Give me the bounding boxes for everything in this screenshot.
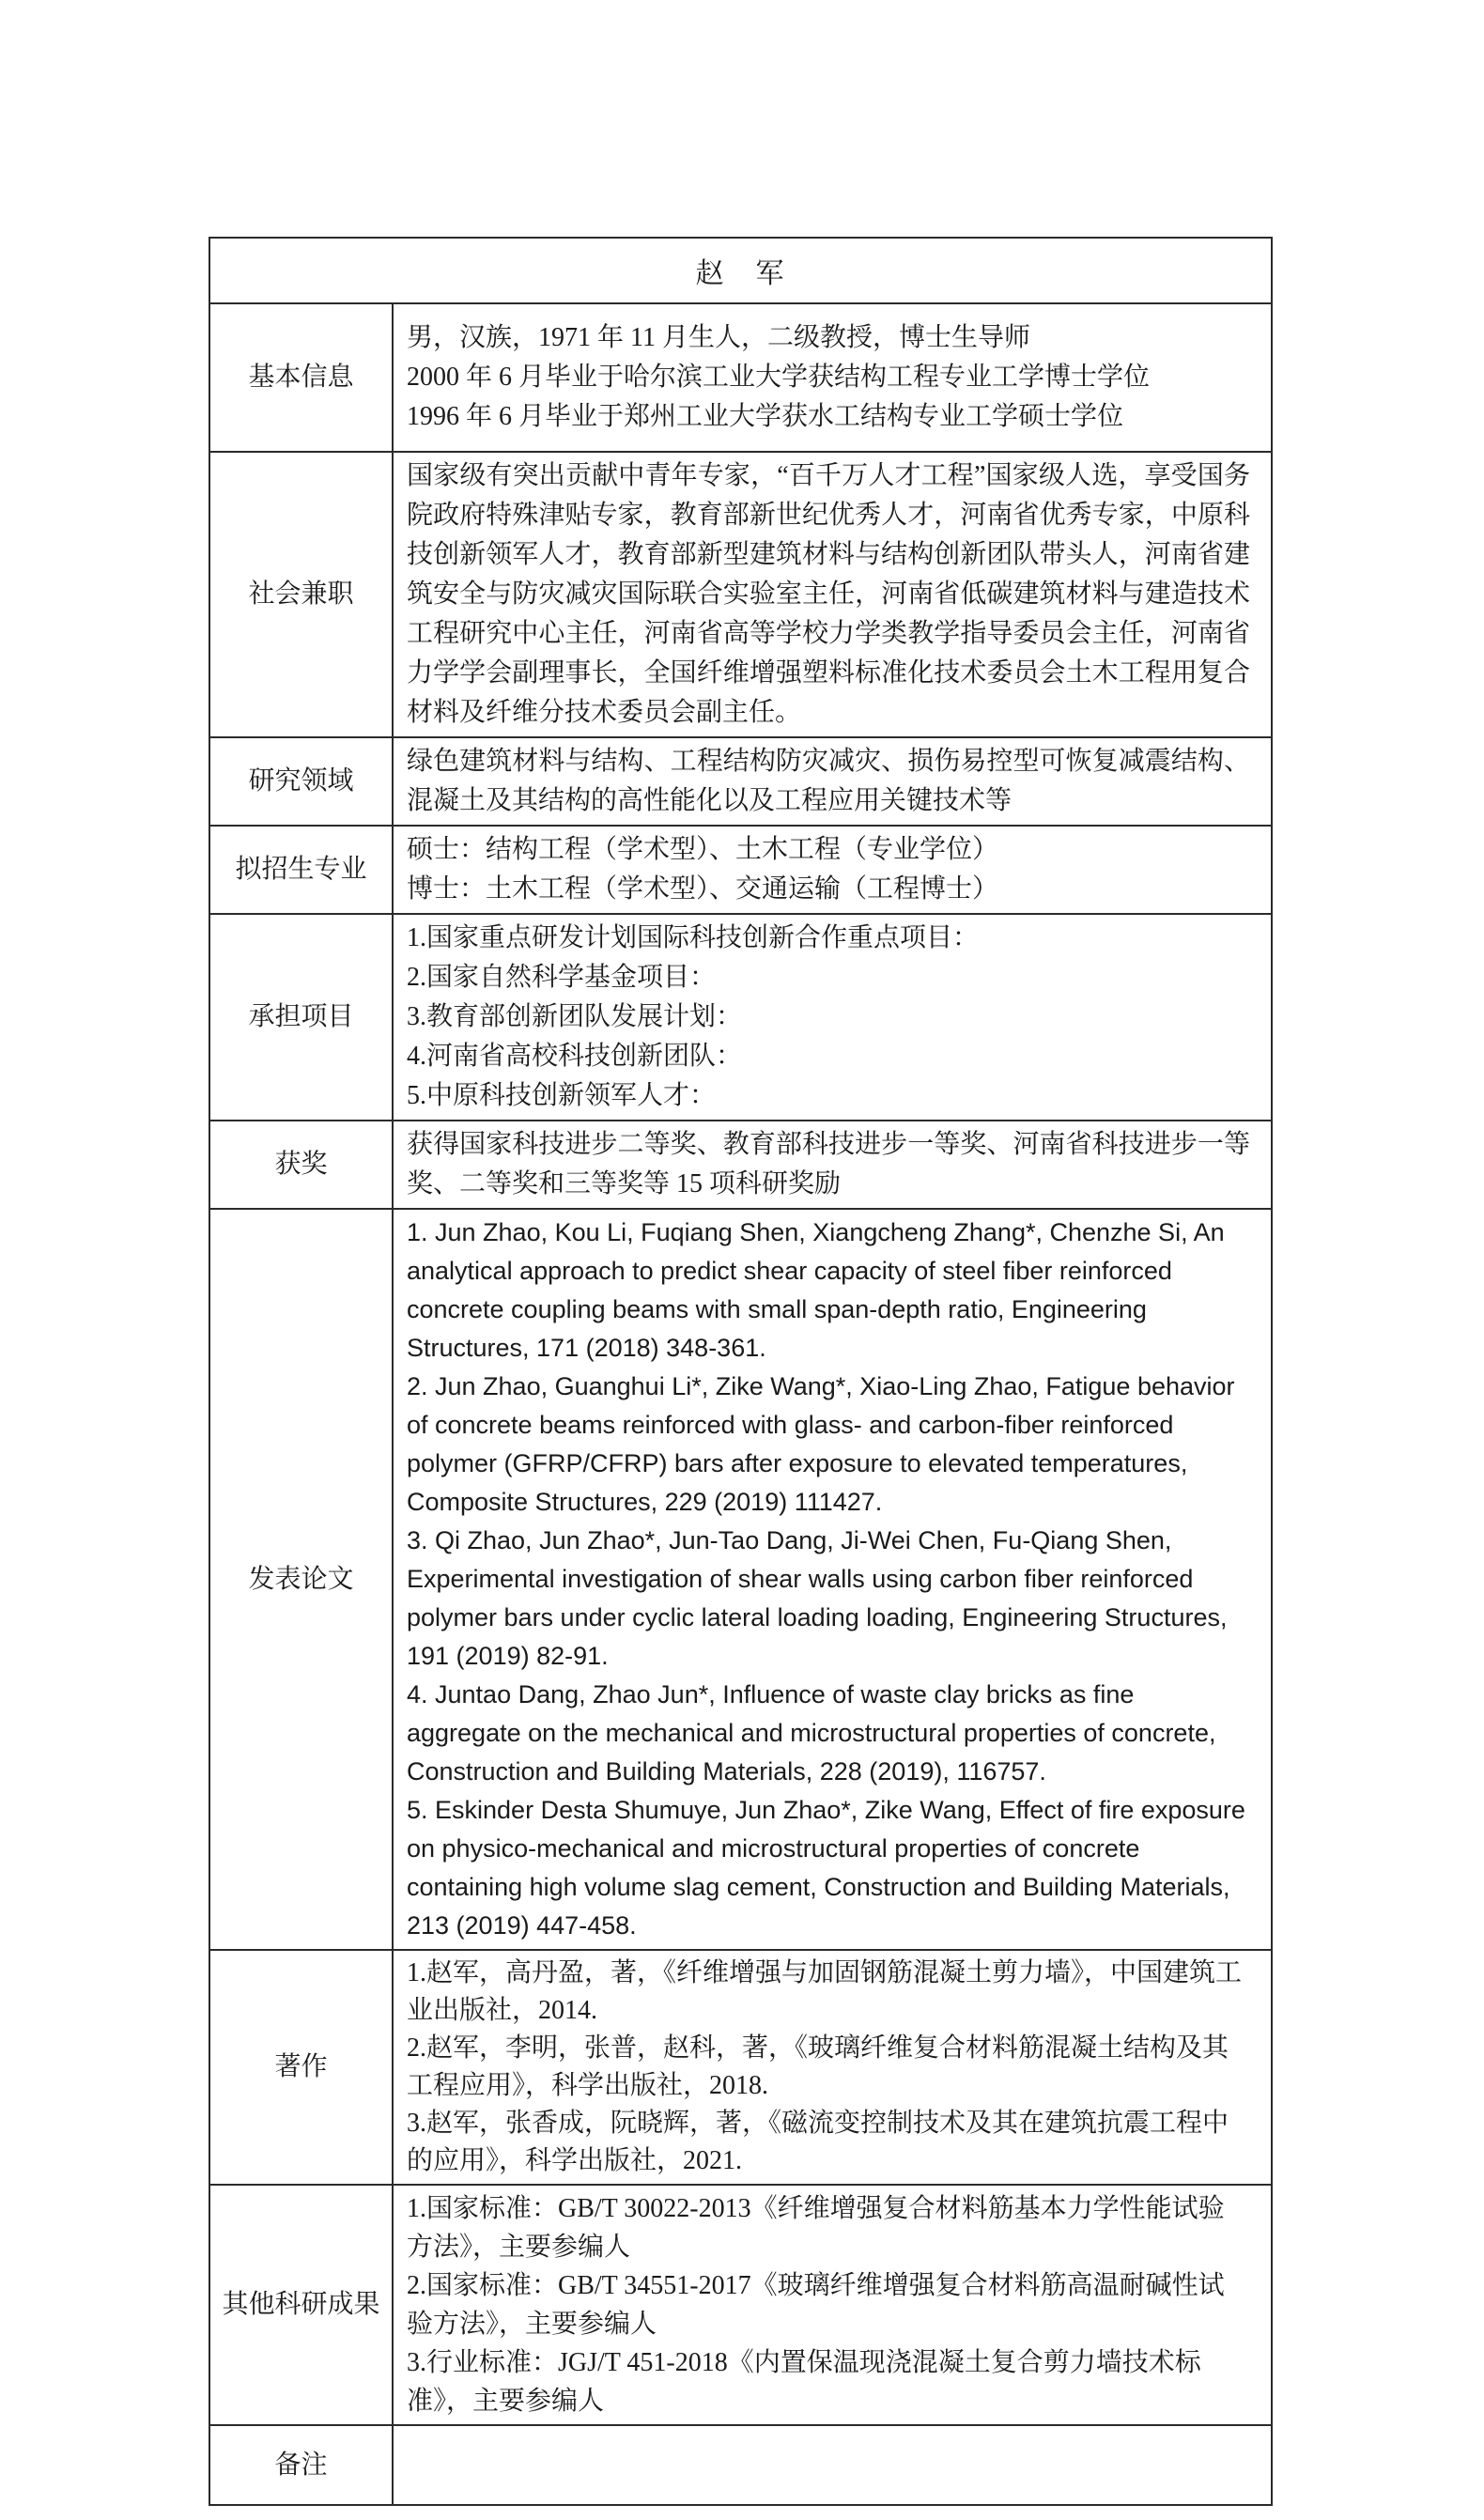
text-line: 博士：土木工程（学术型）、交通运输（工程博士）: [407, 874, 999, 904]
row-label-books: 著作: [209, 1950, 393, 2185]
basic-info-content: [393, 303, 1272, 452]
text-line: 硕士：结构工程（学术型）、土木工程（专业学位）: [407, 835, 999, 864]
remarks-content: [393, 2425, 1272, 2505]
paragraph: 获得国家科技进步二等奖、教育部科技进步一等奖、河南省科技进步一等奖、二等奖和三等奖等 15 项科研奖励: [407, 1130, 1250, 1198]
table-row-social-positions: [209, 452, 1272, 737]
faculty-profile-table: [209, 237, 1273, 2506]
table-row-books: [209, 1950, 1272, 2185]
row-label-remarks: 备注: [209, 2425, 393, 2505]
book-item: 2.赵军，李明，张普，赵科，著，《玻璃纤维复合材料筋混凝土结构及其工程应用》，科学出版社，2018.: [407, 2033, 1229, 2100]
standard-item: 2.国家标准：GB/T 34551-2017《玻璃纤维增强复合材料筋高温耐碱性试验方法》，主要参编人: [407, 2271, 1225, 2339]
standard-item: 3.行业标准：JGJ/T 451-2018《内置保温现浇混凝土复合剪力墙技术标准》，主要参编人: [407, 2348, 1201, 2416]
page-title: 赵 军: [209, 238, 1272, 303]
list-item: 2.国家自然科学基金项目：: [407, 963, 717, 992]
list-item: 4.河南省高校科技创新团队：: [407, 1042, 743, 1071]
publication-item: 2. Jun Zhao, Guanghui Li*, Zike Wang*, Xiao-Ling Zhao, Fatigue behavior of concrete beams reinforced with glass- and carbon-fiber reinforced polymer (GFRP/CFRP) bars after exposure to elevated temperatures, Composite Structures, 229 (2019) 111427.: [407, 1372, 1235, 1516]
table-row-other-achievements: [209, 2185, 1272, 2425]
table-row-remarks: [209, 2425, 1272, 2505]
row-label-basic-info: 基本信息: [209, 303, 393, 452]
publication-item: 4. Juntao Dang, Zhao Jun*, Influence of waste clay bricks as fine aggregate on the mechanical and microstructural properties of concrete, Construction and Building Materials, 228 (2019), 116757.: [407, 1680, 1216, 1786]
table-row-research-areas: [209, 737, 1272, 826]
publication-item: 3. Qi Zhao, Jun Zhao*, Jun-Tao Dang, Ji-Wei Chen, Fu-Qiang Shen, Experimental investigation of shear walls using carbon fiber reinforced polymer bars under cyclic lateral loading loading, Engineering Structures, 191 (2019) 82-91.: [407, 1526, 1228, 1670]
paragraph: 国家级有突出贡献中青年专家，“百千万人才工程”国家级人选，享受国务院政府特殊津贴专家，教育部新世纪优秀人才，河南省优秀专家，中原科技创新领军人才，教育部新型建筑材料与结构创新团队带头人，河南省建筑安全与防灾减灾国际联合实验室主任，河南省低碳建筑材料与建造技术工程研究中心主任，河南省高等学校力学类教学指导委员会主任，河南省力学学会副理事长，全国纤维增强塑料标准化技术委员会土木工程用复合材料及纤维分技术委员会副主任。: [407, 461, 1250, 727]
publication-item: 1. Jun Zhao, Kou Li, Fuqiang Shen, Xiangcheng Zhang*, Chenzhe Si, An analytical approach to predict shear capacity of steel fiber reinforced concrete coupling beams with small span-depth ratio, Engineering Structures, 171 (2018) 348-361.: [407, 1218, 1225, 1362]
row-label-projects: 承担项目: [209, 914, 393, 1121]
enrollment-majors-content: [393, 826, 1272, 914]
text-line: 男，汉族，1971 年 11 月生人，二级教授，博士生导师: [407, 323, 1030, 352]
table-row-basic-info: [209, 303, 1272, 452]
other-achievements-content: [393, 2185, 1272, 2425]
table-row-projects: [209, 914, 1272, 1121]
list-item: 5.中原科技创新领军人才：: [407, 1081, 717, 1110]
table-row-awards: [209, 1121, 1272, 1209]
table-row-publications: [209, 1209, 1272, 1950]
list-item: 3.教育部创新团队发展计划：: [407, 1002, 743, 1031]
publications-content: [393, 1209, 1272, 1950]
awards-content: [393, 1121, 1272, 1209]
row-label-awards: 获奖: [209, 1121, 393, 1209]
text-line: 1996 年 6 月毕业于郑州工业大学获水工结构专业工学硕士学位: [407, 402, 1124, 431]
books-content: [393, 1950, 1272, 2185]
text-line: 2000 年 6 月毕业于哈尔滨工业大学获结构工程专业工学博士学位: [407, 363, 1151, 392]
row-label-enrollment-majors: 拟招生专业: [209, 826, 393, 914]
social-positions-content: [393, 452, 1272, 737]
row-label-research-areas: 研究领域: [209, 737, 393, 826]
table-row-enrollment-majors: [209, 826, 1272, 914]
book-item: 1.赵军，高丹盈，著，《纤维增强与加固钢筋混凝土剪力墙》，中国建筑工业出版社，2014.: [407, 1958, 1243, 2025]
list-item: 1.国家重点研发计划国际科技创新合作重点项目：: [407, 923, 980, 952]
projects-content: [393, 914, 1272, 1121]
publication-item: 5. Eskinder Desta Shumuye, Jun Zhao*, Zike Wang, Effect of fire exposure on physico-mechanical and microstructural properties of concrete containing high volume slag cement, Construction and Building Materials, 213 (2019) 447-458.: [407, 1796, 1245, 1940]
row-label-publications: 发表论文: [209, 1209, 393, 1950]
standard-item: 1.国家标准：GB/T 30022-2013《纤维增强复合材料筋基本力学性能试验方法》，主要参编人: [407, 2194, 1225, 2262]
row-label-social-positions: 社会兼职: [209, 452, 393, 737]
table-row-title: [209, 238, 1272, 303]
paragraph: 绿色建筑材料与结构、工程结构防灾减灾、损伤易控型可恢复减震结构、混凝土及其结构的高性能化以及工程应用关键技术等: [407, 747, 1250, 815]
research-areas-content: [393, 737, 1272, 826]
row-label-other-achievements: 其他科研成果: [209, 2185, 393, 2425]
book-item: 3.赵军，张香成，阮晓辉，著，《磁流变控制技术及其在建筑抗震工程中的应用》，科学出版社，2021.: [407, 2109, 1229, 2175]
